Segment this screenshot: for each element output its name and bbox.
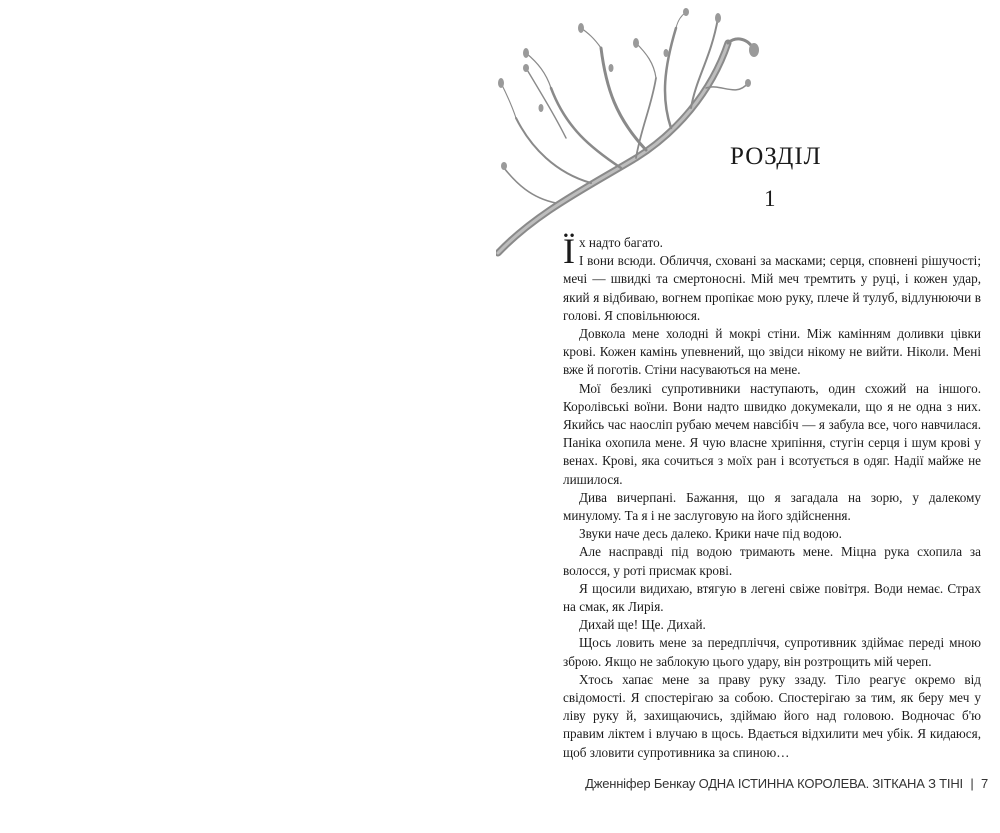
footer-title: ОДНА ІСТИННА КОРОЛЕВА. ЗІТКАНА З ТІНІ	[698, 776, 963, 791]
paragraph: Дива вичерпані. Бажання, що я загадала на зорю, у далекому минулому. Та я і не заслуговую на його здійснення.	[563, 489, 981, 524]
footer-separator: |	[970, 776, 974, 791]
paragraph: Але насправді під водою тримають мене. Міцна рука схопила за волосся, у роті присмак крові.	[563, 544, 981, 578]
paragraph: Їх надто багато.	[563, 231, 663, 271]
branch-illustration	[496, 8, 766, 258]
running-footer	[585, 776, 988, 791]
page-number: 7	[980, 776, 988, 791]
paragraph: Звуки наче десь далеко. Крики наче під водою.	[579, 526, 842, 542]
paragraph: Хтось хапає мене за праву руку ззаду. Тіло реагує окремо від свідомості. Я спостерігаю за собою. Спостерігаю за тим, як беру меч у ліву руку й, захищаючись, здіймаю його над головою. Водночас б'ю правим ліктем і влучаю в щось. Вдається відхилити меч убік. Я кидаюся, щоб зловити супротивника за спиною…	[563, 671, 981, 760]
drop-cap: Ї	[563, 231, 575, 271]
chapter-number: 1	[764, 186, 776, 211]
paragraph: Щось ловить мене за передпліччя, супротивник здіймає переді мною зброю. Якщо не заблокую цього удару, він розтрощить мій череп.	[563, 635, 981, 669]
chapter-text	[563, 231, 981, 762]
paragraph: Мої безликі супротивники наступають, один схожий на іншого. Королівські воїни. Вони надто швидко докумекали, що я не одна з них. Якийсь час наосліп рубаю мечем навсібіч — я забула все, чого навчилася. Паніка охопила мене. Я чую власне хрипіння, стугін серця і шум крові у венах. Крові, яка сочиться з моїх ран і всотується в одяг. Надії майже не лишилося.	[563, 380, 981, 487]
paragraph: Дихай ще! Ще. Дихай.	[579, 617, 706, 633]
footer-author: Дженніфер Бенкау	[585, 776, 696, 791]
paragraph: Довкола мене холодні й мокрі стіни. Між камінням доливки цівки крові. Кожен камінь упевнений, що звідси нікому не вийти. Ніколи. Мені вже й поготів. Стіни насуваються на мене.	[563, 326, 981, 378]
paragraph: І вони всюди. Обличчя, сховані за масками; серця, сповнені рішучості; мечі — швидкі та смертоносні. Мій меч тремтить у руці, і кожен удар, який я відбиваю, вогнем пропікає мою руку, плече й тулуб, відлунюючи в голові. Я сповільнююся.	[563, 253, 981, 323]
paragraph: Я щосили видихаю, втягую в легені свіже повітря. Води немає. Страх на смак, як Лирія.	[563, 580, 981, 615]
chapter-label: РОЗДІЛ	[730, 143, 822, 170]
